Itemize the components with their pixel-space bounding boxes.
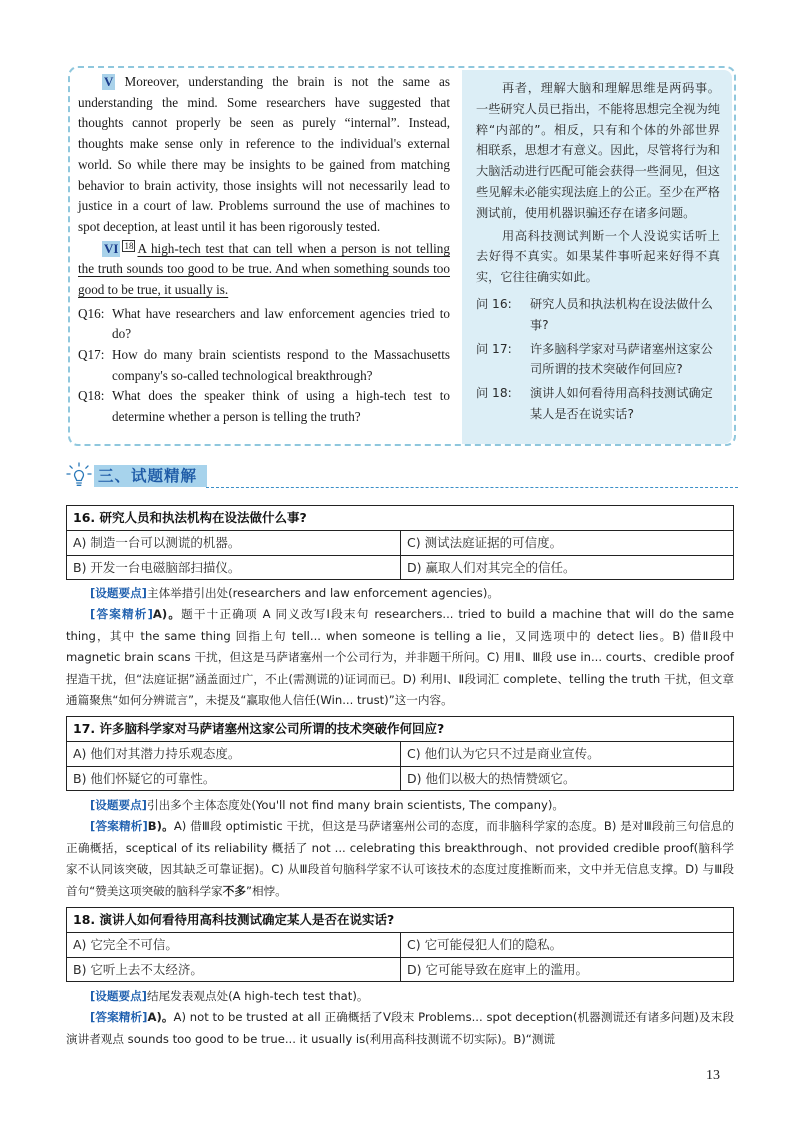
option-d: D) 赢取人们对其完全的信任。 [400, 556, 733, 579]
question-number: Q16: [78, 305, 105, 321]
option-a: A) 它完全不可信。 [73, 937, 178, 952]
answer-analysis [66, 816, 734, 902]
translation-panel [462, 70, 732, 444]
question-number-box: 18 [124, 240, 134, 251]
design-point-tag: [设题要点] [90, 586, 147, 600]
question-item [78, 345, 450, 386]
design-point-tag: [设题要点] [90, 798, 147, 812]
question-item [78, 386, 450, 427]
section-title: 三、试题精解 [94, 465, 207, 487]
question-number: 问 17: [476, 341, 512, 356]
paragraph-marker: VI [104, 240, 119, 256]
options-row [67, 957, 733, 981]
option-b: B) 开发一台电磁脑部扫描仪。 [73, 560, 241, 575]
translation-question-list [476, 294, 720, 425]
option-b: B) 它听上去不太经济。 [73, 962, 203, 977]
question-16-table [66, 505, 734, 580]
paragraph-marker: V [104, 74, 114, 89]
page-number: 13 [706, 1068, 720, 1083]
paragraph-vi [78, 239, 450, 301]
section-header [66, 462, 738, 492]
question-18-table [66, 907, 734, 982]
question-title: 16. 研究人员和执法机构在设法做什么事? [67, 506, 733, 531]
paragraph-v [78, 72, 450, 238]
option-a: A) 他们对其潜力持乐观态度。 [73, 746, 241, 761]
analysis-tag: [答案精析] [90, 1010, 148, 1025]
question-text: 演讲人如何看待用高科技测试确定某人是否在说实话? [530, 386, 713, 421]
paragraph-text: A high-tech test that can tell when a person is not telling the truth sounds too good to be true. And when something sounds too good to be true, it usually is. [78, 240, 450, 298]
question-item [78, 304, 450, 345]
answer-letter: A)。 [147, 1010, 174, 1025]
option-c: C) 它可能侵犯人们的隐私。 [400, 933, 733, 957]
question-title: 18. 演讲人如何看待用高科技测试确定某人是否在说实话? [67, 908, 733, 933]
translation-question-item [476, 339, 720, 381]
analysis-text-end: ”相悖。 [245, 883, 287, 898]
question-text: What have researchers and law enforcement agencies tried to do? [112, 305, 450, 342]
question-list [78, 304, 450, 428]
analysis-text: A) not to be trusted at all 正确概括了Ⅴ段末 Problems... spot deception(机器测谎还有诸多问题)及末段演讲者观点 sounds too good to be true... it usually is(利用高科技测谎不切实际)。B)“测谎 [66, 1010, 734, 1046]
section-divider [206, 487, 738, 488]
translation-question-item [476, 383, 720, 425]
answer-analysis [66, 604, 734, 711]
answer-analysis [66, 1007, 734, 1050]
analysis-text: 题干十正确项 A 同义改写Ⅰ段末句 researchers... tried to build a machine that will do the same thing，其中 the same thing 回指上句 tell... when someone is telling a lie，又同选项中的 detect lies。B) 借Ⅱ段中 magnetic brain scans 干扰，但这是马萨诸塞州一个公司行为，并非题干所问。C) 用Ⅱ、Ⅲ段 use in... courts、credible proof 捏造干扰，但“法庭证据”涵盖面过广，不止(需测谎的)证词而已。D) 利用Ⅰ、Ⅱ段词汇 complete、telling the truth 干扰，但文章通篇聚焦“如何分辨谎言”，未提及“赢取他人信任(Win... trust)”这一内容。 [66, 607, 734, 708]
question-number: Q18: [78, 388, 105, 404]
question-16-analysis [66, 583, 734, 711]
question-17-table [66, 716, 734, 791]
translation-question-item [476, 294, 720, 336]
design-point-text: 主体举措引出处(researchers and law enforcement agencies)。 [146, 586, 499, 600]
options-row [67, 555, 733, 579]
paragraph-text: Moreover, understanding the brain is not the same as understanding the mind. Some researchers have suggested that thoughts cannot properly be seen as purely “internal”. Instead, thoughts make sense only in reference to the individual's external world. So while there may be insights to be gained from matching behavior to brain activity, those insights will not necessarily lead to justice in a court of law. Problems surround the use of machines to spot deception, at least until it has been rigorously tested. [78, 74, 450, 234]
option-a: A) 制造一台可以测谎的机器。 [73, 535, 241, 550]
question-text: 研究人员和执法机构在设法做什么事? [530, 296, 713, 332]
design-point-text: 结尾发表观点处(A high-tech test that)。 [146, 989, 369, 1003]
question-text: How do many brain scientists respond to the Massachusetts company's so-called technological breakthrough? [112, 346, 450, 383]
analysis-emphasis: 不多 [222, 883, 246, 898]
question-17-analysis [66, 795, 734, 902]
options-row [67, 933, 733, 957]
option-b: B) 他们怀疑它的可靠性。 [73, 771, 216, 786]
translation-paragraph-v: 再者，理解大脑和理解思维是两码事。一些研究人员已指出，不能将思想完全视为纯粹“内部的”。相反，只有和个体的外部世界相联系，思想才有意义。因此，尽管将行为和大脑活动进行匹配可能会获得一些洞见，但这些见解未必能实现法庭上的公正。至少在严格测试前，使用机器识骗还存在诸多问题。 [476, 81, 720, 220]
option-d: D) 它可能导致在庭审上的滥用。 [400, 958, 733, 981]
design-point-text: 引出多个主体态度处(You'll not find many brain scientists, The company)。 [146, 798, 564, 812]
design-point-tag: [设题要点] [90, 989, 147, 1003]
transcript-english [78, 72, 450, 427]
analysis-tag: [答案精析] [90, 607, 153, 622]
options-row [67, 766, 733, 790]
translation-paragraph-vi: 用高科技测试判断一个人没说实话听上去好得不真实。如果某件事听起来好得不真实，它往往确实如此。 [476, 228, 720, 285]
options-row [67, 742, 733, 766]
question-text: 许多脑科学家对马萨诸塞州这家公司所谓的技术突破作何回应? [530, 341, 713, 377]
analysis-text: A) 借Ⅲ段 optimistic 干扰，但这是马萨诸塞州公司的态度，而非脑科学家的态度。B) 是对Ⅲ段前三句信息的正确概括，sceptical of its reliability 概括了 not ... celebrating this breakthrough、not provided credible proof(脑科学家不认同该突破，因其缺乏可靠证据)。C) 从Ⅲ段首句脑科学家不认可该技术的态度过度推断而来，文中并无信息支撑。D) 与Ⅲ段首句“赞美这项突破的脑科学家 [66, 819, 735, 898]
design-point [66, 583, 734, 604]
options-row [67, 531, 733, 555]
option-c: C) 他们认为它只不过是商业宣传。 [400, 742, 733, 766]
lightbulb-icon [66, 462, 92, 490]
analysis-tag: [答案精析] [90, 819, 148, 834]
question-number: Q17: [78, 346, 105, 362]
option-d: D) 他们以极大的热情赞颂它。 [400, 767, 733, 790]
question-title: 17. 许多脑科学家对马萨诸塞州这家公司所谓的技术突破作何回应? [67, 717, 733, 742]
option-c: C) 测试法庭证据的可信度。 [400, 531, 733, 555]
question-number: 问 16: [476, 296, 512, 311]
question-18-analysis [66, 986, 734, 1050]
question-number: 问 18: [476, 386, 512, 401]
design-point [66, 986, 734, 1007]
question-text: What does the speaker think of using a high-tech test to determine whether a person is telling the truth? [112, 388, 450, 424]
design-point [66, 795, 734, 816]
answer-letter: B)。 [147, 819, 174, 834]
answer-letter: A)。 [152, 607, 182, 622]
